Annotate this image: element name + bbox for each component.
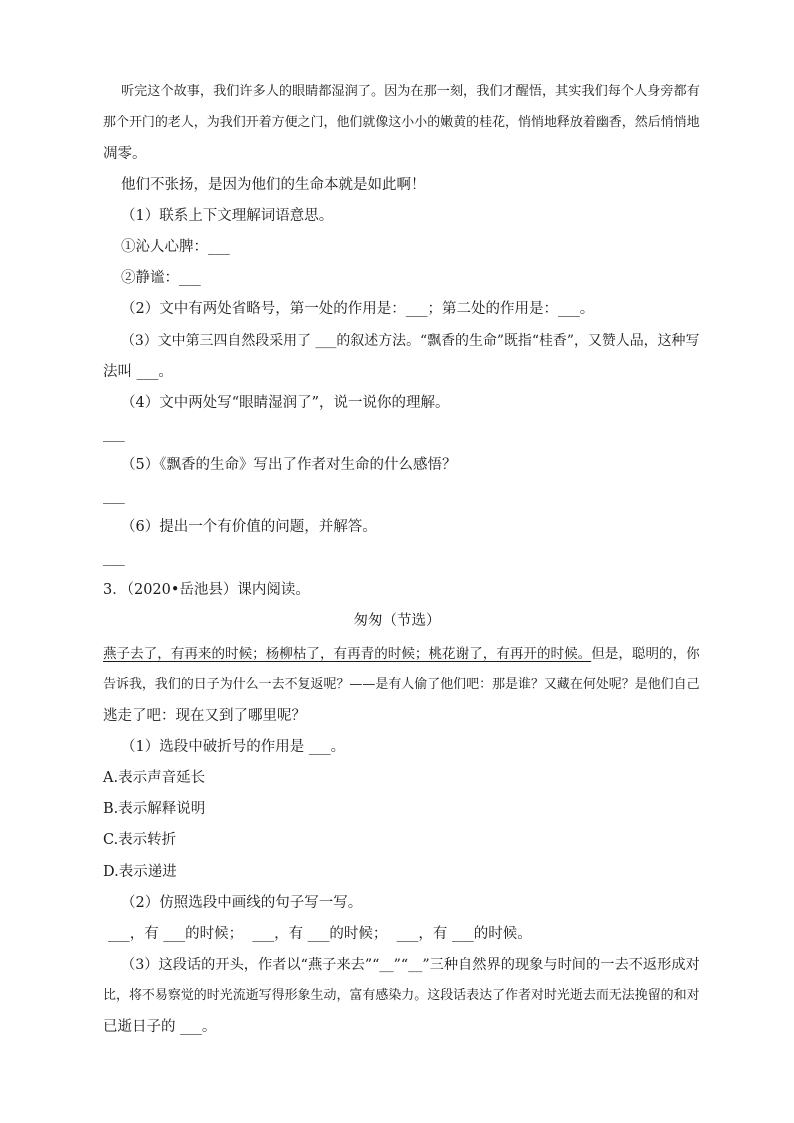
option-a: A.表示声音延长 [103,770,206,786]
paragraph-1-line-1: 听完这个故事，我们许多人的眼睛都湿润了。因为在那一刻，我们才醒悟，其实我们每个人身旁都有 [121,84,700,99]
passage-title: 匆匆（节选） [353,613,441,629]
paragraph-2: 他们不张扬，是因为他们的生命本就是如此啊！ [121,177,426,193]
option-c: C.表示转折 [103,832,177,848]
passage-line-1-rest: 但是，聪明的，你 [591,646,700,662]
question-6-answer-blank: ___ [103,550,125,566]
question-5: （5）《飘香的生命》写出了作者对生命的什么感悟？ [121,457,457,473]
question-4: （4）文中两处写“眼睛湿润了”，说一说你的理解。 [121,395,450,411]
paragraph-1-line-2: 那个开门的老人，为我们开着方便之门，他们就像这小小的嫩黄的桂花，悄悄地释放着幽香，然后悄悄地 [103,115,700,130]
question-6: （6）提出一个有价值的问题，并解答。 [121,519,377,535]
passage-line-2: 告诉我，我们的日子为什么一去不复返呢？——是有人偷了他们吧：那是谁？又藏在何处呢？是他们自己 [103,677,700,692]
option-b: B.表示解释说明 [103,801,206,817]
sub-question-2-stem: （2）仿照选段中画线的句子写一写。 [121,895,363,911]
passage-underlined-sentence: 燕子去了，有再来的时候；杨柳枯了，有再青的时候；桃花谢了，有再开的时候。 [103,646,592,662]
question-3-line-1: （3）文中第三四自然段采用了 ___的叙述方法。“飘香的生命”既指“桂香”，又赞人品，这种写 [121,333,700,349]
sub-question-2-fill-line: ___，有 ___的时候； ___，有 ___的时候； ___，有 ___的时候。 [108,926,532,942]
sub-question-1-stem: （1）选段中破折号的作用是 ___。 [121,739,346,755]
sub-question-3-line-3: 已逝日子的 ___。 [103,1019,217,1035]
sub-question-3-line-2: 比，将不易察觉的时光流逝写得形象生动，富有感染力。这段话表达了作者对时光逝去而无法挽留的和对 [103,988,700,1003]
question-5-answer-blank: ___ [103,488,125,504]
question-1-item-b: ②静谧：___ [121,270,201,286]
question-1-stem: （1）联系上下文理解词语意思。 [121,208,334,224]
question-3-line-2: 法叫 ___。 [103,364,173,380]
passage-line-3: 逃走了吧：现在又到了哪里呢？ [103,708,306,724]
passage-line-1 [103,644,700,664]
option-d: D.表示递进 [103,864,177,880]
question-2: （2）文中有两处省略号，第一处的作用是：___；第二处的作用是：___。 [121,301,595,317]
section-3-heading: 3．（2020•岳池县）课内阅读。 [103,582,310,598]
question-4-answer-blank: ___ [103,426,125,442]
sub-question-3-line-1: （3）这段话的开头，作者以“燕子来去”“__”“__”三种自然界的现象与时间的一去不返形成对 [121,957,700,973]
paragraph-1-line-3: 凋零。 [103,146,147,162]
question-1-item-a: ①沁人心脾：___ [121,239,230,255]
